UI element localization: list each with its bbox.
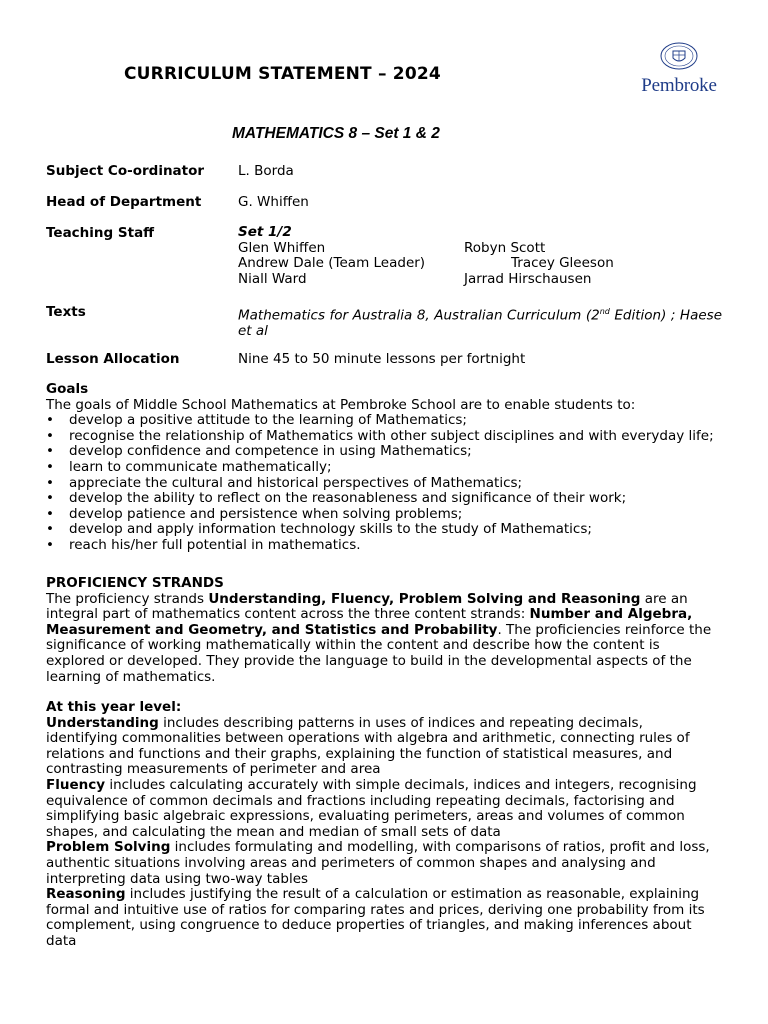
strand-text: includes calculating accurately with simple decimals, indices and integers, recognising equivalence of common decimals and fractions including repeating decimals, factorising and simplifying basic algebraic expressions, evaluating perimeters, areas and volumes of common shapes, and calculating the mean and median of small sets of data [46, 776, 697, 840]
lesson-value: Nine 45 to 50 minute lessons per fortnight [238, 351, 526, 367]
lesson-label: Lesson Allocation [46, 351, 180, 367]
texts-value-part: Edition) ; Haese et al [238, 307, 722, 339]
year-level-section [46, 700, 714, 950]
list-item: • develop confidence and competence in using Mathematics; [46, 444, 750, 460]
hod-value: G. Whiffen [238, 194, 309, 210]
staff-list [238, 225, 614, 287]
logo-text: Pembroke [641, 75, 717, 96]
staff-row [238, 241, 614, 257]
texts-value [238, 304, 722, 340]
goals-heading: Goals [46, 381, 89, 397]
strand-text: includes formulating and modelling, with comparisons of ratios, profit and loss, authentic situations involving areas and perimeters of common shapes and analysing and interpreting data using two-way tables [46, 839, 710, 887]
goals-section [46, 382, 750, 554]
staff-member: Niall Ward [238, 270, 307, 287]
document-subtitle: MATHEMATICS 8 – Set 1 & 2 [232, 125, 440, 142]
strand-paragraph [46, 840, 714, 887]
staff-member: Tracey Gleeson [511, 255, 614, 271]
staff-member: Jarrad Hirschausen [464, 270, 592, 287]
document-title: CURRICULUM STATEMENT – 2024 [124, 64, 441, 84]
proficiency-paragraph [46, 592, 714, 686]
list-item: • learn to communicate mathematically; [46, 460, 750, 476]
coordinator-label: Subject Co-ordinator [46, 163, 205, 179]
strand-name: Reasoning [46, 886, 126, 903]
coordinator-value: L. Borda [238, 163, 294, 179]
list-item: • recognise the relationship of Mathematics with other subject disciplines and with everyday life; [46, 429, 750, 445]
proficiency-heading: PROFICIENCY STRANDS [46, 575, 224, 591]
hod-label: Head of Department [46, 194, 202, 210]
list-item: • reach his/her full potential in mathematics. [46, 538, 750, 554]
list-item: • develop a positive attitude to the learning of Mathematics; [46, 413, 750, 429]
strand-text: includes describing patterns in uses of indices and repeating decimals, identifying commonalities between operations with algebra and arithmetic, connecting rules of relations and functions and their graphs, explaining the function of statistical measures, and contrasting measurements of perimeter and area [46, 714, 690, 778]
strand-name: Fluency [46, 776, 106, 793]
strand-paragraph [46, 716, 714, 778]
crest-icon [659, 42, 699, 70]
texts-label: Texts [46, 304, 86, 320]
staff-heading: Set 1/2 [238, 224, 292, 240]
list-item: • develop the ability to reflect on the reasonableness and significance of their work; [46, 491, 750, 507]
staff-member: Andrew Dale (Team Leader) [238, 255, 426, 271]
staff-row [238, 272, 614, 288]
goals-list [46, 413, 750, 553]
strand-paragraph [46, 778, 714, 840]
staff-row [238, 256, 614, 272]
paragraph-text: are an integral part of mathematics content across the three content strands: [46, 590, 688, 623]
texts-value-sup: nd [599, 307, 610, 316]
list-item: • develop and apply information technology skills to the study of Mathematics; [46, 522, 750, 538]
goals-intro: The goals of Middle School Mathematics at Pembroke School are to enable students to: [46, 396, 636, 413]
strand-name: Understanding [46, 714, 159, 731]
strand-name: Problem Solving [46, 839, 171, 856]
paragraph-bold: Number and Algebra, Measurement and Geometry, and Statistics and Probability [46, 606, 693, 638]
list-item: • develop patience and persistence when solving problems; [46, 507, 750, 523]
proficiency-section [46, 576, 714, 685]
texts-value-part: Mathematics for Australia 8, Australian Curriculum (2 [238, 307, 600, 324]
staff-label: Teaching Staff [46, 225, 155, 241]
strand-paragraph [46, 887, 714, 949]
strand-text: includes justifying the result of a calculation or estimation as reasonable, explaining formal and intuitive use of ratios for comparing rates and prices, deriving one probability from its complement, using congruence to deduce properties of triangles, and making inferences about data [46, 886, 705, 949]
list-item: • appreciate the cultural and historical perspectives of Mathematics; [46, 476, 750, 492]
staff-member: Glen Whiffen [238, 239, 326, 256]
year-level-heading: At this year level: [46, 699, 182, 715]
staff-member: Robyn Scott [464, 239, 546, 256]
paragraph-text: . The proficiencies reinforce the significance of working mathematically within the content and describe how the content is explored or developed. They provide the language to build in the developmental aspects of the learning of mathematics. [46, 621, 712, 685]
pembroke-logo [634, 42, 724, 96]
paragraph-bold: Understanding, Fluency, Problem Solving and Reasoning [208, 590, 641, 607]
paragraph-text: The proficiency strands [46, 590, 209, 607]
